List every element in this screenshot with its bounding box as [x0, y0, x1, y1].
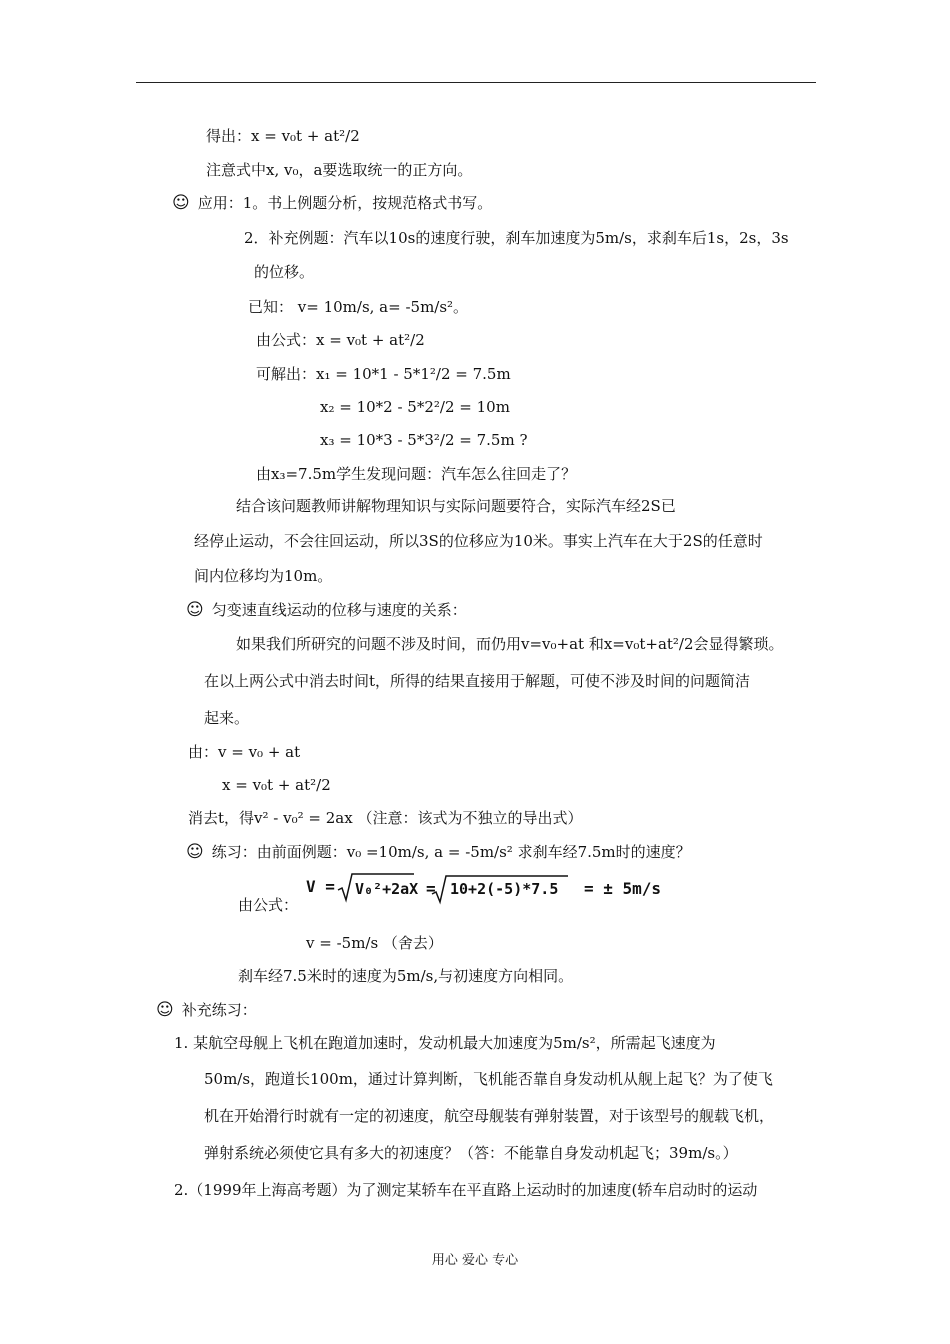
page-footer: 用心 爱心 专心	[431, 1253, 519, 1268]
smiley-icon: ☺	[186, 600, 204, 620]
text-line: v = -5m/s （舍去）	[306, 934, 443, 952]
formula-svg	[306, 872, 686, 912]
text-line: 由公式：x = v₀t + at²/2	[256, 331, 425, 349]
text-line: 匀变速直线运动的位移与速度的关系：	[211, 601, 467, 619]
bullet-line	[186, 842, 691, 862]
text-line: 1. 某航空母舰上飞机在跑道加速时，发动机最大加速度为5m/s²，所需起飞速度为	[174, 1034, 716, 1052]
text-line: 已知： v= 10m/s, a= -5m/s²。	[248, 298, 469, 316]
text-line: 在以上两公式中消去时间t，所得的结果直接用于解题，可使不涉及时间的问题简洁	[204, 672, 751, 690]
text-line: 由公式：	[238, 896, 299, 914]
formula-equals: =	[426, 879, 436, 898]
smiley-icon: ☺	[172, 193, 190, 213]
text-line: 消去t，得v² - v₀² = 2ax （注意：该式为不独立的导出式）	[188, 809, 583, 827]
formula-lhs: V =	[306, 877, 335, 896]
formula-radicand-1: V₀²+2aX	[355, 880, 419, 898]
smiley-icon: ☺	[186, 842, 204, 862]
velocity-formula	[306, 872, 686, 912]
text-line: 间内位移均为10m。	[194, 567, 333, 585]
text-line: x = v₀t + at²/2	[222, 776, 331, 794]
text-line: 结合该问题教师讲解物理知识与实际问题要符合，实际汽车经2S已	[236, 497, 676, 515]
bullet-line	[156, 1000, 257, 1020]
text-line: 补充练习：	[181, 1001, 257, 1019]
text-line: 如果我们所研究的问题不涉及时间，而仍用v=v₀+at 和x=v₀t+at²/2会显得繁琐。	[236, 635, 784, 653]
text-line: 由：v = v₀ + at	[188, 743, 301, 761]
text-line: 练习：由前面例题：v₀ =10m/s, a = -5m/s² 求刹车经7.5m时的速度？	[211, 843, 691, 861]
text-line: 得出：x = v₀t + at²/2	[206, 127, 360, 145]
text-line: 2.（1999年上海高考题）为了测定某轿车在平直路上运动时的加速度(轿车启动时的运动	[174, 1181, 758, 1199]
formula-radicand-2: 10+2(-5)*7.5	[450, 880, 559, 898]
text-line: 机在开始滑行时就有一定的初速度，航空母舰装有弹射装置，对于该型号的舰载飞机，	[204, 1107, 775, 1125]
text-line: 2．补充例题：汽车以10s的速度行驶，刹车加速度为5m/s，求刹车后1s，2s，3s	[244, 229, 789, 247]
text-line: 弹射系统必须使它具有多大的初速度？（答：不能靠自身发动机起飞；39m/s。）	[204, 1144, 738, 1162]
formula-result: = ± 5m/s	[584, 879, 662, 898]
text-line: 刹车经7.5米时的速度为5m/s,与初速度方向相同。	[238, 967, 574, 985]
bullet-line	[186, 600, 467, 620]
text-line: 起来。	[204, 709, 250, 727]
text-line: x₂ = 10*2 - 5*2²/2 = 10m	[320, 398, 510, 416]
text-line: 的位移。	[254, 263, 315, 281]
text-line: 注意式中x, v₀，a要选取统一的正方向。	[206, 161, 473, 179]
text-line: 经停止运动，不会往回运动，所以3S的位移应为10米。事实上汽车在大于2S的任意时	[194, 532, 763, 550]
text-line: 可解出：x₁ = 10*1 - 5*1²/2 = 7.5m	[256, 365, 511, 383]
smiley-icon: ☺	[156, 1000, 174, 1020]
text-line: x₃ = 10*3 - 5*3²/2 = 7.5m ?	[320, 431, 528, 449]
text-line: 50m/s，跑道长100m，通过计算判断，飞机能否靠自身发动机从舰上起飞？为了使飞	[204, 1070, 773, 1088]
text-line: 由x₃=7.5m学生发现问题：汽车怎么往回走了？	[256, 465, 577, 483]
text-line: 应用：1。书上例题分析，按规范格式书写。	[197, 194, 493, 212]
bullet-line	[172, 193, 492, 213]
header-rule	[136, 82, 816, 83]
